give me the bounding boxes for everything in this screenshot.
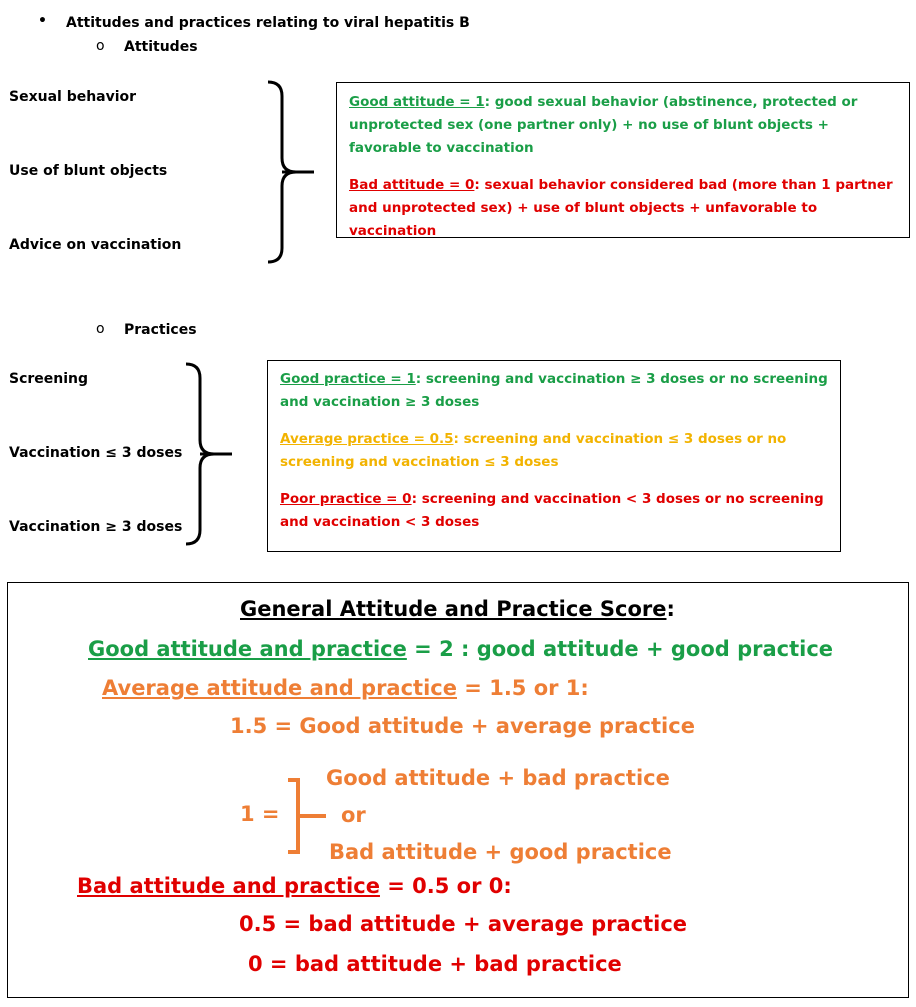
one-option-bad-good: Bad attitude + good practice xyxy=(329,840,672,864)
one-option-good-bad: Good attitude + bad practice xyxy=(326,766,670,790)
bad-attitude-label: Bad attitude = 0 xyxy=(349,177,475,193)
general-score-title-colon: : xyxy=(666,597,675,621)
good-practice-text: : screening and vaccination ≥ 3 doses or no screening and vaccination ≥ 3 doses xyxy=(280,371,828,410)
good-general-line xyxy=(88,637,833,661)
bad-general-0: 0 = bad attitude + bad practice xyxy=(248,952,622,976)
attitudes-brace xyxy=(262,78,318,266)
practice-scoring-box xyxy=(267,360,841,552)
bad-general-label: Bad attitude and practice xyxy=(77,874,380,898)
attitude-item-blunt-objects: Use of blunt objects xyxy=(9,163,168,179)
bad-general-line xyxy=(77,874,512,898)
general-score-title xyxy=(240,597,675,621)
bad-general-value: = 0.5 or 0: xyxy=(379,874,512,898)
practice-item-vaccination-ge3: Vaccination ≥ 3 doses xyxy=(9,519,183,535)
good-general-rest: : good attitude + good practice xyxy=(453,637,834,661)
attitude-scoring-box xyxy=(336,82,910,238)
sub-bullet-marker: o xyxy=(96,38,105,54)
practices-brace xyxy=(180,360,236,548)
good-general-value: = 2 xyxy=(406,637,454,661)
one-equals-label: 1 = xyxy=(240,802,280,826)
section-title: Attitudes and practices relating to viral hepatitis B xyxy=(66,15,470,31)
practices-heading: Practices xyxy=(124,322,197,338)
average-general-label: Average attitude and practice xyxy=(102,676,457,700)
bad-general-0-5: 0.5 = bad attitude + average practice xyxy=(239,912,688,936)
good-practice-label: Good practice = 1 xyxy=(280,371,416,387)
average-general-value: = 1.5 or 1: xyxy=(456,676,589,700)
attitude-item-sexual-behavior: Sexual behavior xyxy=(9,89,137,105)
attitude-item-vaccination-advice: Advice on vaccination xyxy=(9,237,182,253)
one-or: or xyxy=(341,803,366,827)
practice-item-screening: Screening xyxy=(9,371,89,387)
practice-item-vaccination-le3: Vaccination ≤ 3 doses xyxy=(9,445,183,461)
average-practice-label: Average practice = 0.5 xyxy=(280,431,454,447)
good-general-label: Good attitude and practice xyxy=(88,637,407,661)
attitudes-heading: Attitudes xyxy=(124,39,198,55)
good-attitude-text: : good sexual behavior (abstinence, protected or unprotected sex (one partner only) + no use of blunt objects + favorable to vaccination xyxy=(349,94,858,156)
average-practice-text: : screening and vaccination ≤ 3 doses or no screening and vaccination ≤ 3 doses xyxy=(280,431,787,470)
sub-bullet-marker: o xyxy=(96,321,105,337)
bullet-marker: • xyxy=(38,13,47,29)
average-general-line xyxy=(102,676,589,700)
average-general-1-5: 1.5 = Good attitude + average practice xyxy=(230,714,695,738)
poor-practice-text: : screening and vaccination < 3 doses or no screening and vaccination < 3 doses xyxy=(280,491,824,530)
bad-attitude-text: : sexual behavior considered bad (more than 1 partner and unprotected sex) + use of blunt objects + unfavorable to vaccination xyxy=(349,177,893,239)
general-score-title-text: General Attitude and Practice Score xyxy=(240,597,667,621)
poor-practice-label: Poor practice = 0 xyxy=(280,491,412,507)
good-attitude-label: Good attitude = 1 xyxy=(349,94,485,110)
